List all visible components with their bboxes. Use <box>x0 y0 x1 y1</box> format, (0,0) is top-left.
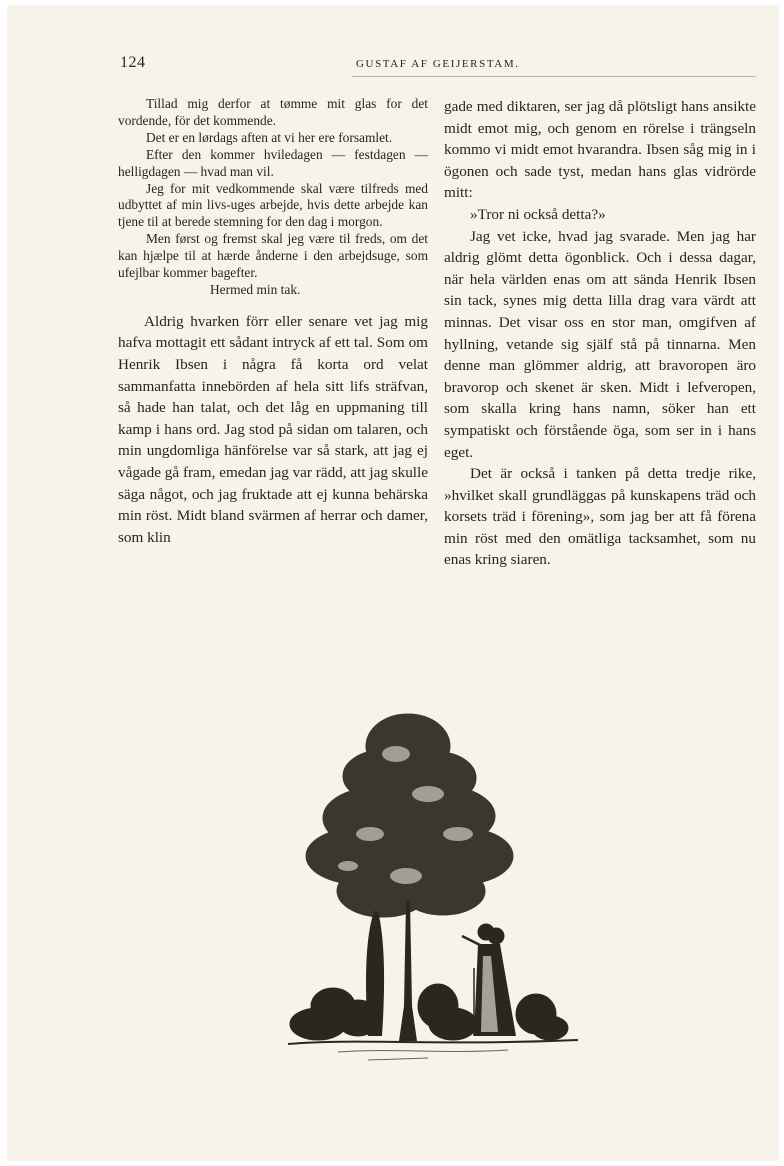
right-column <box>444 96 756 571</box>
quote-paragraph: Efter den kommer hviledagen — festdagen — helligdagen — hvad man vil. <box>118 146 428 179</box>
tree-canopy <box>306 714 513 917</box>
header-rule <box>352 76 756 77</box>
tree-trunk <box>399 901 417 1041</box>
ground-line <box>288 1040 578 1044</box>
running-title: GUSTAF AF GEIJERSTAM. <box>356 58 520 70</box>
running-head <box>120 54 756 78</box>
quote-paragraph: Jeg for mit vedkommende skal være tilfreds med udbyttet af min livs-uges arbejde, hvis dette arbejde kan tjene til at berede stemning for den dag i morgon. <box>118 180 428 230</box>
body-paragraph: Jag vet icke, hvad jag svarade. Men jag har aldrig glömt detta ögonblick. Och i dessa dagar, när hela världen enas om att sända Henrik Ibsen sin tack, synes mig detta lilla drag vara värdt att minnas. Det visar oss en stor man, omgifven af hyllning, vetande sig själf stå på tinnarna. Men denne man glömmer aldrig, att bravoropen äro bravorop och skenet är sken. Midt i lefveropen, som skalla kring hans namn, söker han ett sympatiskt och förstående öga, som ser in i hans eget. <box>444 227 756 461</box>
body-text <box>118 311 428 549</box>
page-number: 124 <box>120 54 146 71</box>
left-column <box>118 96 428 548</box>
quote-paragraph: Det er en lørdags aften at vi her ere forsamlet. <box>146 129 393 145</box>
body-paragraph: Aldrig hvarken förr eller senare vet jag mig hafva mottagit ett sådant intryck af ett tal. Som om Henrik Ibsen i några få korta ord velat sammanfatta innebörden af hela sitt lifs sträfvan, så hade han talat, och det låg en uppmaning till kamp i hans ord. Jag stod på sidan om talaren, och min ungdomliga hänförelse var så stark, att jag ej vågade gå fram, emedan jag var rädd, att jag skulle säga något, och jag fruktade att ej kunna behärska min röst. Midt bland svärmen af herrar och damer, som klin <box>118 312 428 546</box>
body-paragraph: gade med diktaren, ser jag då plötsligt hans ansikte midt emot mig, och genom en rörelse i trängseln kommo vi midt emot hvarandra. Ibsen såg mig in i ögonen och sade tyst, medan hans glas vidrörde mitt: <box>444 98 756 202</box>
quote-paragraph: Men først og fremst skal jeg være til freds, om det kan hjælpe til at hærde ånderne i den arbejdsuge, som ufejlbar kommer bagefter. <box>118 231 428 281</box>
quote-signoff: Hermed min tak. <box>210 281 301 297</box>
body-paragraph: Det är också i tanken på detta tredje rike, »hvilket skall grundläggas på kunskapens träd och korsets träd i förening», som jag ber att få förena min röst med den omätliga tacksamhet, som nu enas kring siaren. <box>444 465 756 569</box>
book-page <box>8 6 778 1160</box>
shrubbery <box>290 984 568 1040</box>
tree-engraving-svg <box>278 706 588 1076</box>
quote-line: »Tror ni också detta?» <box>470 205 606 223</box>
quote-paragraph: Tillad mig derfor at tømme mit glas for det vordende, för det kommende. <box>118 96 428 128</box>
tree-engraving <box>278 706 588 1076</box>
quoted-speech <box>118 96 428 299</box>
